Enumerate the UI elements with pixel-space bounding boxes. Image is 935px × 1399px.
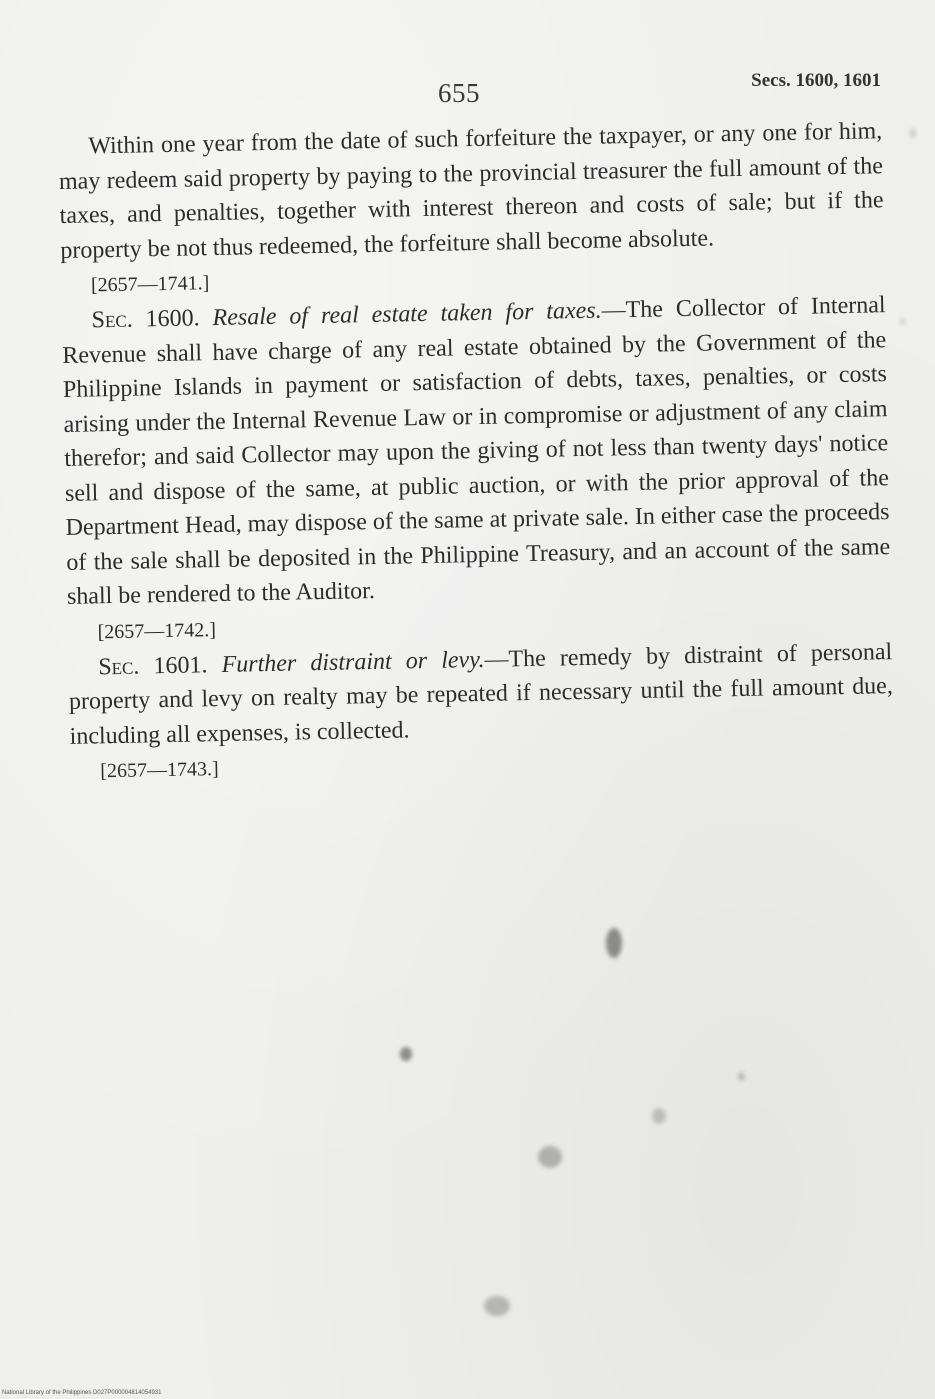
section-1600-label: Sec. 1600.: [91, 305, 200, 334]
page-body: [58, 114, 895, 790]
section-range-header: Secs. 1600, 1601: [751, 70, 881, 91]
scan-blemish: [900, 318, 905, 325]
citation-1743: [2657—1743.]: [100, 758, 219, 783]
scan-blemish: [652, 1108, 666, 1124]
section-1600: [61, 288, 891, 614]
page-number: 655: [438, 78, 480, 108]
scan-blemish: [538, 1146, 562, 1168]
section-1600-body: —The Collector of Internal Revenue shall have charge of any real estate obtained by the Government of the Philippine Islands in payment or satisfaction of debts, taxes, penalties, or costs arising under the Internal Revenue Law or in compromise or adjustment of any claim therefor; and said Collector may upon the giving of not less than twenty days' notice sell and dispose of the same, at public auction, or with the prior approval of the Department Head, may dispose of the same at private sale. In either case the proceeds of the sale shall be deposited in the Philippine Treasury, and an account of the same shall be rendered to the Auditor.: [62, 292, 891, 610]
scan-credit-footer: National Library of the Philippines D027P000004814054931: [2, 1390, 162, 1396]
section-1601: [68, 635, 894, 754]
scan-blemish: [738, 1072, 745, 1081]
scan-blemish: [484, 1296, 510, 1316]
paragraph-redemption: Within one year from the date of such forfeiture the taxpayer, or any one for him, may redeem said property by paying to the provincial treasurer the full amount of the taxes, and penalties, together with interest thereon and costs of sale; but if the property be not thus redeemed, the forfeiture shall become absolute.: [58, 118, 884, 264]
section-1601-body: —The remedy by distraint of personal property and levy on realty may be repeated if necessary until the full amount due, including all expenses, is collected.: [68, 638, 894, 750]
section-1600-title: Resale of real estate taken for taxes.: [212, 297, 602, 332]
citation-1741: [2657—1741.]: [90, 272, 210, 297]
citation-1742: [2657—1742.]: [97, 618, 217, 643]
scan-blemish: [400, 1047, 412, 1061]
scan-blemish: [606, 928, 622, 958]
section-1601-label: Sec. 1601.: [98, 651, 208, 680]
scan-blemish: [910, 128, 916, 138]
section-1601-title: Further distraint or levy.: [221, 646, 485, 678]
